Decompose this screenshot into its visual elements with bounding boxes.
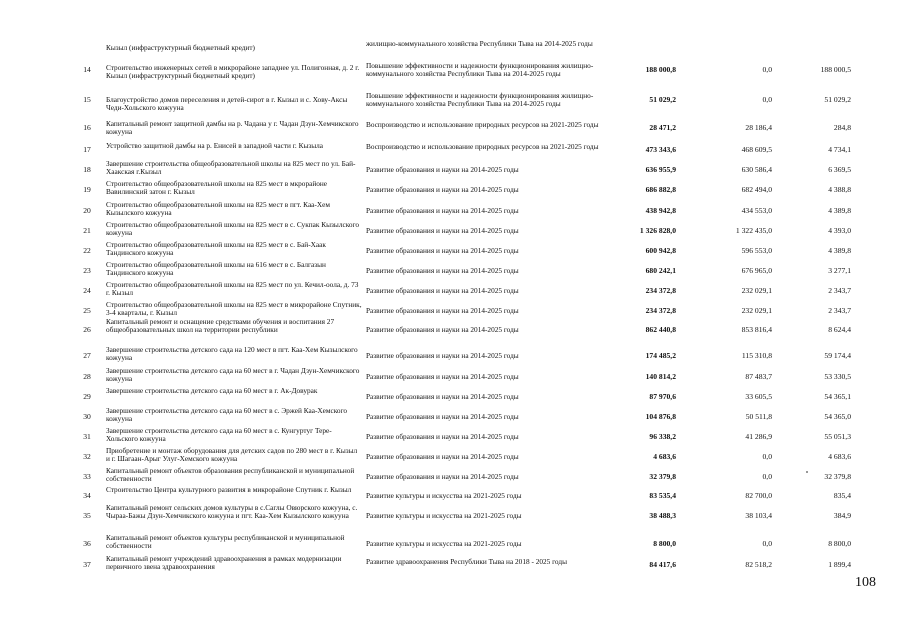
page-number: 108 (855, 575, 876, 590)
row-number: 28 (83, 373, 91, 381)
object-name: Кызыл (инфраструктурный бюджетный кредит) (106, 44, 255, 52)
regional-amount: 4 389,8 (828, 207, 851, 215)
federal-amount: 0,0 (762, 96, 772, 104)
regional-amount: 59 174,4 (824, 352, 851, 360)
row-number: 31 (83, 433, 91, 441)
regional-amount: 2 343,7 (828, 287, 851, 295)
row-number: 34 (83, 492, 91, 500)
program-name: Развитие образования и науки на 2014-2025 годы (366, 307, 519, 315)
total-amount: 473 343,6 (645, 146, 676, 154)
total-amount: 680 242,1 (645, 267, 676, 275)
federal-amount: 0,0 (762, 473, 772, 481)
total-amount: 87 970,6 (649, 393, 676, 401)
federal-amount: 28 186,4 (745, 124, 772, 132)
row-number: 32 (83, 453, 91, 461)
object-name: Строительство общеобразовательной школы на 616 мест в с. Балгазын Тандинского кожууна (106, 261, 326, 277)
regional-amount: 384,9 (833, 512, 851, 520)
row-number: 16 (83, 124, 91, 132)
total-amount: 96 338,2 (649, 433, 676, 441)
federal-amount: 596 553,0 (741, 247, 772, 255)
program-name: Развитие образования и науки на 2014-2025 годы (366, 453, 519, 461)
federal-amount: 0,0 (762, 453, 772, 461)
object-name: Завершение строительства детского сада на 120 мест в пгт. Каа-Хем Кызылского кожууна (106, 346, 358, 362)
regional-amount: 6 369,5 (828, 166, 851, 174)
object-name: Капитальный ремонт учреждений здравоохранения в рамках модернизации первичного звена здравоохранения (106, 555, 342, 571)
object-name: Строительство общеобразовательной школы на 825 мест в пгт. Каа-Хем Кызылского кожууна (106, 201, 330, 217)
scan-speck (806, 471, 808, 473)
regional-amount: 53 330,5 (824, 373, 851, 381)
total-amount: 84 417,6 (649, 561, 676, 569)
regional-amount: 8 624,4 (828, 326, 851, 334)
federal-amount: 82 700,0 (745, 492, 772, 500)
program-name: Развитие культуры и искусства на 2021-2025 годы (366, 492, 522, 500)
program-name: жилищно-коммунального хозяйства Республики Тыва на 2014-2025 годы (366, 40, 593, 48)
regional-amount: 4 734,1 (828, 146, 851, 154)
object-name: Приобретение и монтаж оборудования для детских садов по 280 мест в г. Кызыл и г. Шагаан-Арыг Улуг-Хемского кожууна (106, 447, 358, 463)
program-name: Развитие образования и науки на 2014-2025 годы (366, 393, 519, 401)
row-number: 30 (83, 413, 91, 421)
object-name: Строительство общеобразовательной школы на 825 мест в микрорайоне Спутник, 3-4 кварталы, г. Кызыл (106, 301, 362, 317)
program-name: Развитие образования и науки на 2014-2025 годы (366, 473, 519, 481)
object-name: Строительство общеобразовательной школы на 825 мест в с. Сукпак Кызылского кожууна (106, 221, 359, 237)
regional-amount: 4 393,0 (828, 227, 851, 235)
federal-amount: 682 494,0 (741, 186, 772, 194)
program-name: Развитие культуры и искусства на 2021-2025 годы (366, 512, 522, 520)
regional-amount: 4 388,8 (828, 186, 851, 194)
row-number: 23 (83, 267, 91, 275)
regional-amount: 188 000,5 (820, 66, 851, 74)
program-name: Повышение эффективности и надежности функционирования жилищно-коммунального хозяйства Республики Тыва на 2014-2025 годы (366, 62, 594, 78)
row-number: 24 (83, 287, 91, 295)
program-name: Развитие образования и науки на 2014-2025 годы (366, 326, 519, 334)
object-name: Строительство общеобразовательной школы на 825 мест в мкрорайоне Вавилинский затон г. Кызыл (106, 180, 328, 196)
federal-amount: 33 605,5 (745, 393, 772, 401)
row-number: 17 (83, 146, 91, 154)
federal-amount: 0,0 (762, 66, 772, 74)
program-name: Развитие образования и науки на 2014-2025 годы (366, 227, 519, 235)
object-name: Строительство общеобразовательной школы на 825 мест по ул. Кечил-оола, д. 73 г. Кызыл (106, 281, 359, 297)
row-number: 15 (83, 96, 91, 104)
object-name: Капитальный ремонт и оснащение средствами обучения и воспитания 27 общеобразовательных школ на территории республики (106, 318, 335, 334)
program-name: Развитие образования и науки на 2014-2025 годы (366, 267, 519, 275)
program-name: Развитие образования и науки на 2014-2025 годы (366, 373, 519, 381)
program-name: Развитие здравоохранения Республики Тыва на 2018 - 2025 годы (366, 558, 567, 566)
federal-amount: 434 553,0 (741, 207, 772, 215)
total-amount: 83 535,4 (649, 492, 676, 500)
federal-amount: 50 511,8 (745, 413, 772, 421)
federal-amount: 468 609,5 (741, 146, 772, 154)
program-name: Развитие образования и науки на 2014-2025 годы (366, 352, 519, 360)
regional-amount: 4 683,6 (828, 453, 851, 461)
total-amount: 104 876,8 (645, 413, 676, 421)
total-amount: 8 800,0 (653, 540, 676, 548)
total-amount: 32 379,8 (649, 473, 676, 481)
regional-amount: 51 029,2 (824, 96, 851, 104)
total-amount: 234 372,8 (645, 287, 676, 295)
regional-amount: 55 051,3 (824, 433, 851, 441)
total-amount: 174 485,2 (645, 352, 676, 360)
program-name: Развитие образования и науки на 2014-2025 годы (366, 413, 519, 421)
regional-amount: 3 277,1 (828, 267, 851, 275)
total-amount: 1 326 828,0 (639, 227, 676, 235)
row-number: 18 (83, 166, 91, 174)
object-name: Капитальный ремонт сельских домов культуры в с.Саглы Овюрского кожууна, с. Чыраа-Бажы Дзун-Хемчикского кожууна и пгт. Каа-Хем Кызылского кожууна (106, 504, 358, 520)
row-number: 36 (83, 540, 91, 548)
regional-amount: 4 389,8 (828, 247, 851, 255)
program-name: Воспроизводство и использование природных ресурсов на 2021-2025 годы (366, 143, 599, 151)
total-amount: 600 942,8 (645, 247, 676, 255)
federal-amount: 232 029,1 (741, 287, 772, 295)
program-name: Развитие культуры и искусства на 2021-2025 годы (366, 540, 522, 548)
row-number: 37 (83, 561, 91, 569)
row-number: 25 (83, 307, 91, 315)
row-number: 21 (83, 227, 91, 235)
total-amount: 140 814,2 (645, 373, 676, 381)
program-name: Развитие образования и науки на 2014-2025 годы (366, 247, 519, 255)
regional-amount: 1 899,4 (828, 561, 851, 569)
object-name: Завершение строительства общеобразовательной школы на 825 мест по ул. Бай-Хаакская г.Кызыл (106, 160, 356, 176)
total-amount: 28 471,2 (649, 124, 676, 132)
row-number: 35 (83, 512, 91, 520)
object-name: Строительство Центра культурного развития в микрорайоне Спутник г. Кызыл (106, 486, 352, 494)
federal-amount: 630 586,4 (741, 166, 772, 174)
object-name: Завершение строительства детского сада на 60 мест в с. Кунгуртуг Тере-Хольского кожууна (106, 427, 332, 443)
federal-amount: 115 310,8 (741, 352, 772, 360)
row-number: 20 (83, 207, 91, 215)
row-number: 19 (83, 186, 91, 194)
row-number: 33 (83, 473, 91, 481)
row-number: 26 (83, 326, 91, 334)
object-name: Завершение строительства детского сада на 60 мест в г. Ак-Довурак (106, 387, 318, 395)
row-number: 22 (83, 247, 91, 255)
federal-amount: 82 518,2 (745, 561, 772, 569)
program-name: Развитие образования и науки на 2014-2025 годы (366, 166, 519, 174)
object-name: Завершение строительства детского сада на 60 мест в с. Эржей Каа-Хемского кожууна (106, 407, 348, 423)
object-name: Строительство общеобразовательной школы на 825 мест в с. Бай-Хаак Тандинского кожууна (106, 241, 326, 257)
total-amount: 38 488,3 (649, 512, 676, 520)
object-name: Капитальный ремонт объектов образования республиканской и муниципальной собственности (106, 467, 355, 483)
row-number: 29 (83, 393, 91, 401)
object-name: Строительство инженерных сетей в микрорайоне западнее ул. Полигонная, д. 2 г. Кызыл (инфраструктурный бюджетный кредит) (106, 64, 360, 80)
regional-amount: 32 379,8 (824, 473, 851, 481)
total-amount: 4 683,6 (653, 453, 676, 461)
object-name: Капитальный ремонт защитной дамбы на р. Чадана у г. Чадан Дзун-Хемчикского кожууна (106, 120, 359, 136)
regional-amount: 2 343,7 (828, 307, 851, 315)
row-number: 27 (83, 352, 91, 360)
federal-amount: 0,0 (762, 540, 772, 548)
total-amount: 686 882,8 (645, 186, 676, 194)
regional-amount: 284,8 (833, 124, 851, 132)
federal-amount: 853 816,4 (741, 326, 772, 334)
total-amount: 51 029,2 (649, 96, 676, 104)
total-amount: 438 942,8 (645, 207, 676, 215)
total-amount: 862 440,8 (645, 326, 676, 334)
regional-amount: 54 365,1 (824, 393, 851, 401)
program-name: Повышение эффективности и надежности функционирования жилищно-коммунального хозяйства Республики Тыва на 2014-2025 годы (366, 92, 594, 108)
regional-amount: 54 365,0 (824, 413, 851, 421)
regional-amount: 835,4 (833, 492, 851, 500)
object-name: Завершение строительства детского сада на 60 мест в г. Чадан Дзун-Хемчикского кожууна (106, 367, 360, 383)
program-name: Развитие образования и науки на 2014-2025 годы (366, 287, 519, 295)
object-name: Устройство защитной дамбы на р. Енисей в западной части г. Кызыла (106, 142, 324, 150)
program-name: Воспроизводство и использование природных ресурсов на 2021-2025 годы (366, 121, 599, 129)
total-amount: 188 000,8 (645, 66, 676, 74)
regional-amount: 8 800,0 (828, 540, 851, 548)
federal-amount: 676 965,0 (741, 267, 772, 275)
total-amount: 234 372,8 (645, 307, 676, 315)
program-name: Развитие образования и науки на 2014-2025 годы (366, 433, 519, 441)
federal-amount: 41 286,9 (745, 433, 772, 441)
row-number: 14 (83, 66, 91, 74)
federal-amount: 232 029,1 (741, 307, 772, 315)
object-name: Благоустройство домов переселения и детей-сирот в г. Кызыл и с. Хову-Аксы Чеди-Хольского кожууна (106, 96, 348, 112)
program-name: Развитие образования и науки на 2014-2025 годы (366, 186, 519, 194)
federal-amount: 38 103,4 (745, 512, 772, 520)
total-amount: 636 955,9 (645, 166, 676, 174)
federal-amount: 87 483,7 (745, 373, 772, 381)
object-name: Капитальный ремонт объектов культуры республиканской и муниципальной собственности (106, 534, 345, 550)
federal-amount: 1 322 435,0 (735, 227, 772, 235)
program-name: Развитие образования и науки на 2014-2025 годы (366, 207, 519, 215)
